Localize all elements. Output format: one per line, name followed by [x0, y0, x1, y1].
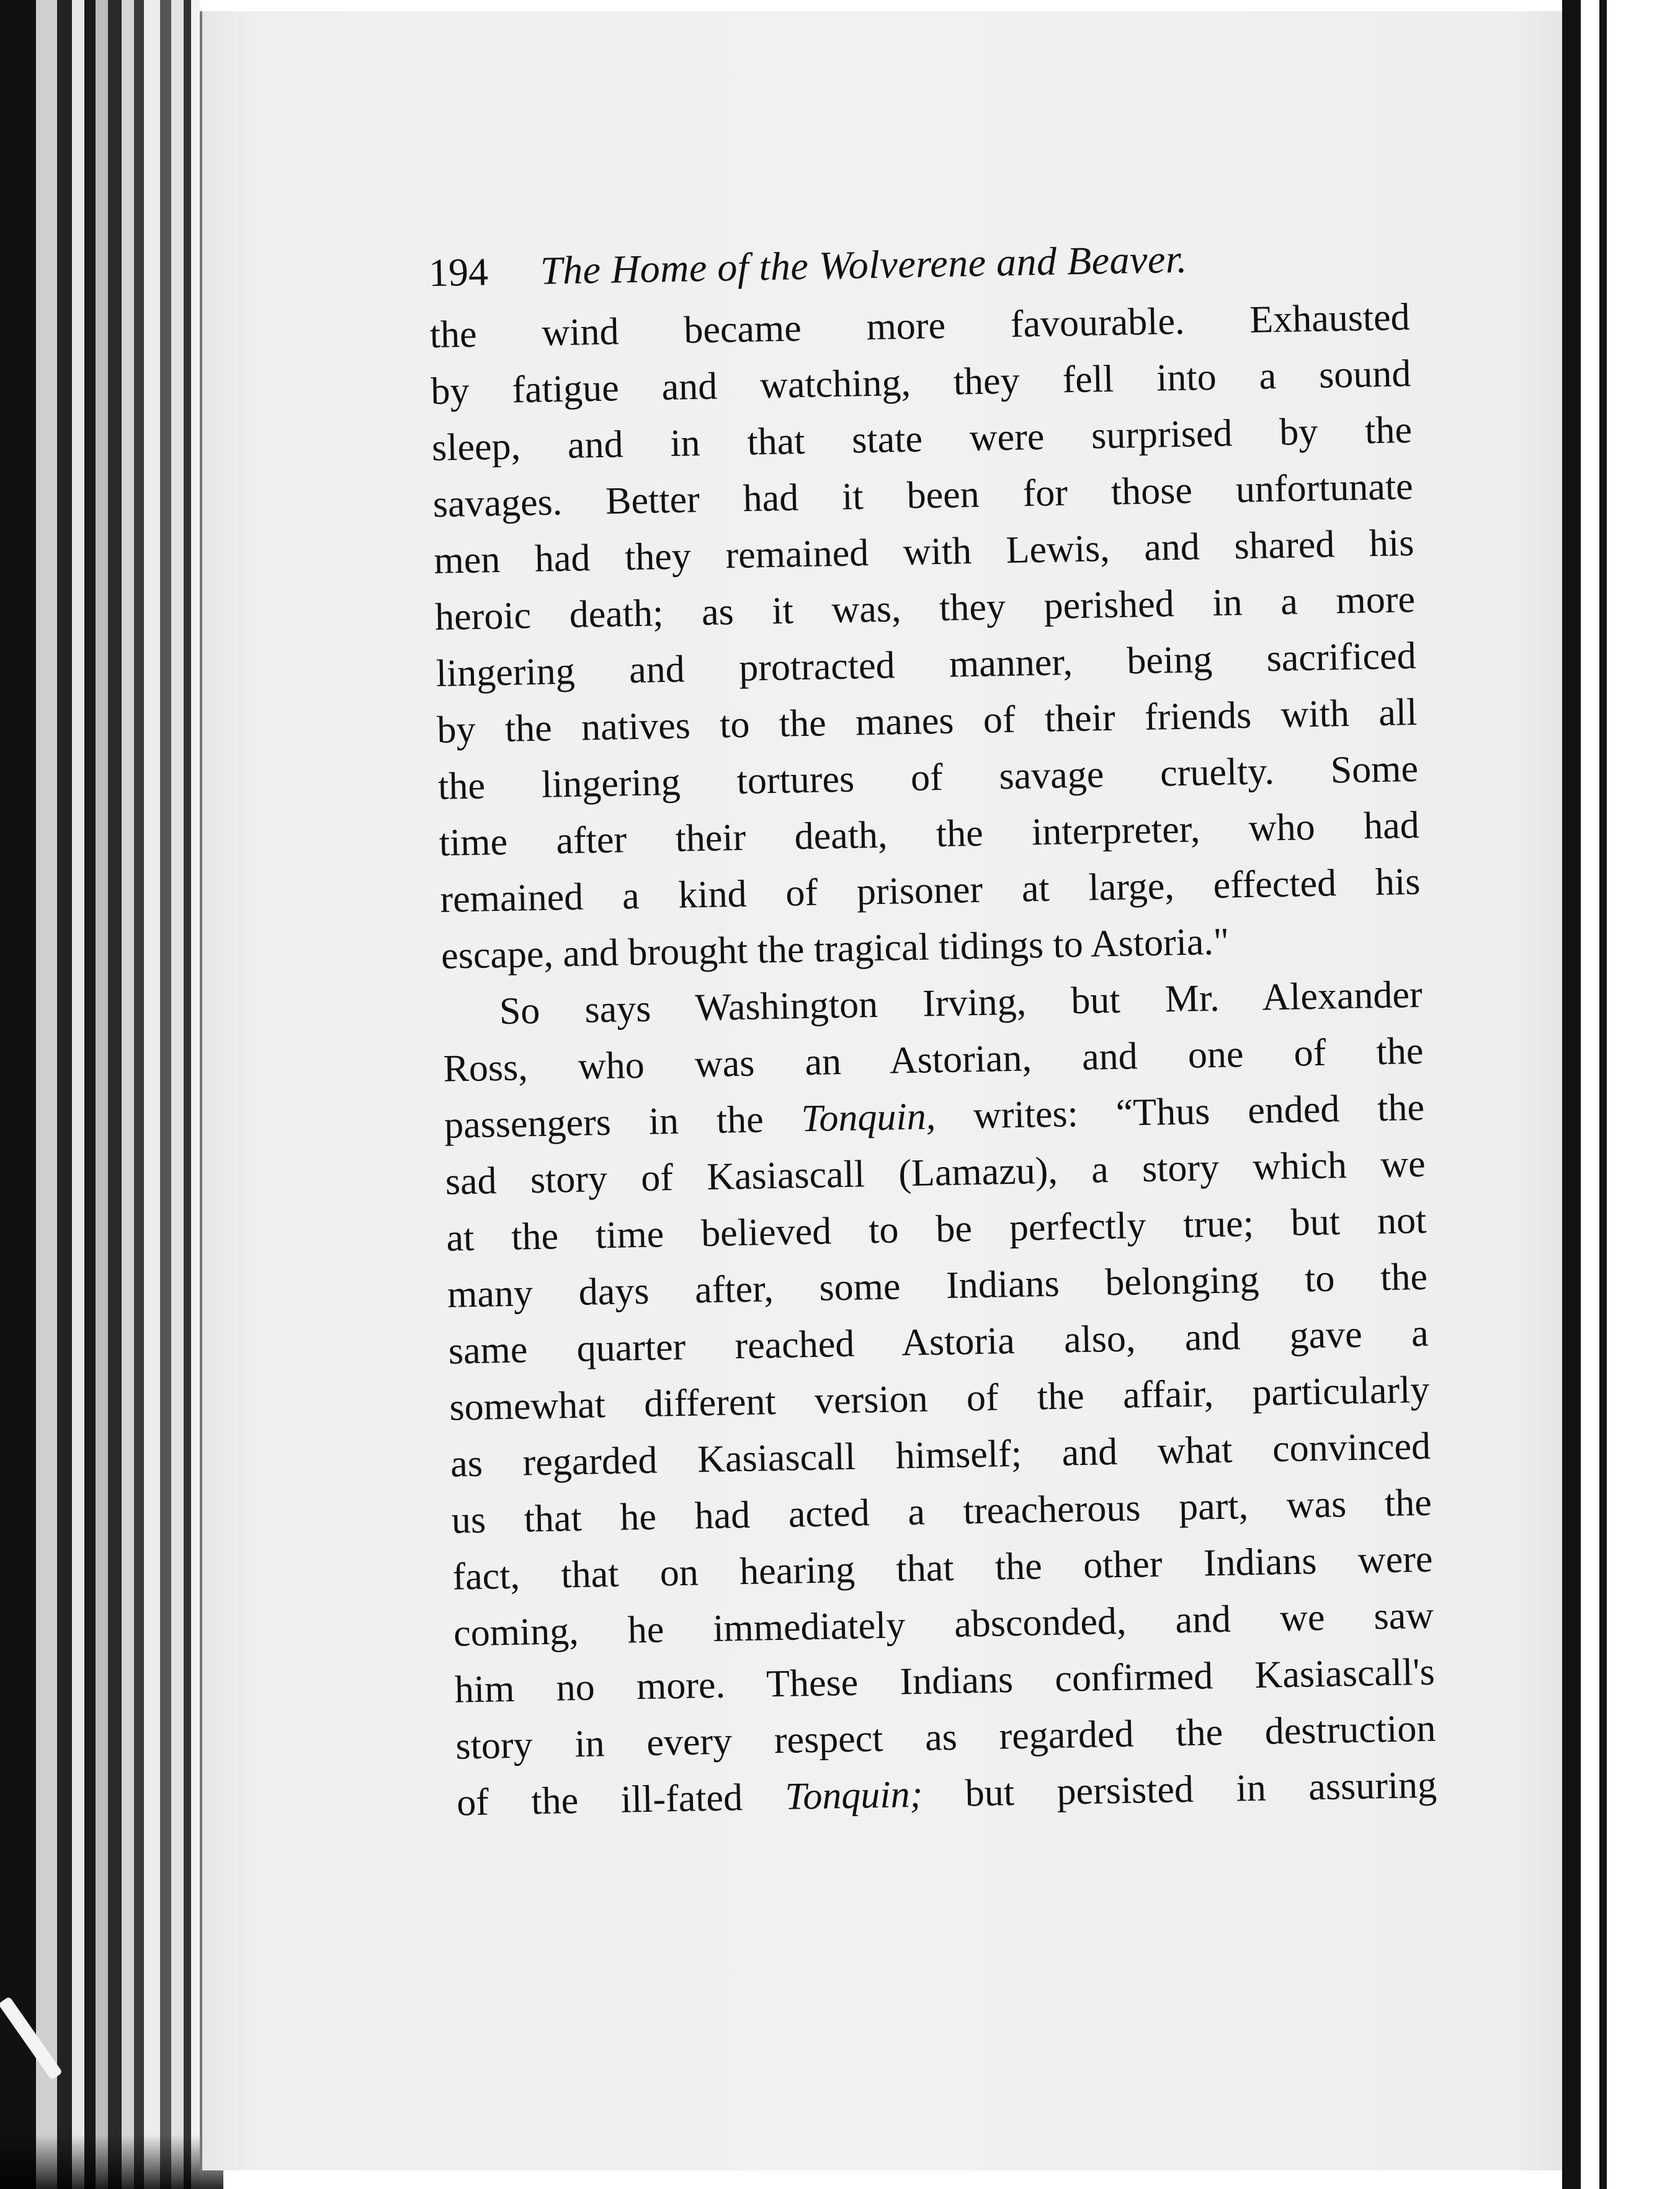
text-span: writes: “Thus ended the — [935, 1086, 1425, 1138]
text-line: by fatigue and watching, they fell into a sound — [430, 352, 1411, 413]
page-text-block — [428, 221, 1437, 1832]
text-line: by the natives to the manes of their friends with all — [436, 691, 1418, 751]
text-line: savages. Better had it been for those unfortunate — [432, 465, 1414, 526]
book-edge-strip — [122, 0, 134, 2189]
text-line: the lingering tortures of savage cruelty. Some — [437, 747, 1419, 808]
text-line: as regarded Kasiascall himself; and what convinced — [450, 1425, 1431, 1485]
text-line: at the time believed to be perfectly true; but not — [445, 1199, 1427, 1260]
page-number: 194 — [428, 249, 489, 295]
book-edge-strip — [108, 0, 122, 2189]
text-line: heroic death; as it was, they perished in a more — [434, 578, 1416, 638]
page-gutter-dark — [1562, 0, 1581, 2189]
text-line: lingering and protracted manner, being sacrificed — [436, 634, 1417, 695]
page-gutter-dark — [1599, 0, 1607, 2189]
book-edge-strip — [36, 0, 57, 2189]
book-edge-strip — [171, 0, 184, 2189]
scan-margin — [1607, 0, 1680, 2189]
text-line: us that he had acted a treacherous part, was the — [451, 1481, 1432, 1542]
text-line: story in every respect as regarded the destruction — [455, 1707, 1436, 1768]
text-line: men had they remained with Lewis, and shared his — [433, 521, 1414, 582]
text-line: remained a kind of prisoner at large, effected his — [439, 860, 1421, 921]
page-gutter-light — [1581, 0, 1599, 2189]
book-edge-strip — [134, 0, 144, 2189]
text-span: of the ill-fated — [456, 1775, 786, 1824]
book-edge-strip — [184, 0, 191, 2189]
book-edge-strip — [96, 0, 108, 2189]
book-edge-strip — [160, 0, 171, 2189]
text-line: sleep, and in that state were surprised by the — [431, 408, 1413, 469]
text-line: somewhat different version of the affair, particularly — [449, 1368, 1430, 1429]
book-edge-strip — [191, 0, 200, 2189]
scan-shadow — [0, 2134, 223, 2189]
ship-name-italic: Tonquin, — [800, 1095, 936, 1140]
book-edge-strip — [144, 0, 160, 2189]
text-line: Ross, who was an Astorian, and one of the — [442, 1029, 1424, 1090]
text-line: sad story of Kasiascall (Lamazu), a story which we — [445, 1142, 1426, 1203]
ship-name-italic: Tonquin; — [784, 1773, 923, 1818]
running-title: The Home of the Wolverene and Beaver. — [540, 236, 1188, 293]
book-edge-strip — [57, 0, 72, 2189]
book-edge-strip — [0, 0, 36, 2189]
text-line: coming, he immediately absconded, and we saw — [453, 1594, 1434, 1655]
text-line: same quarter reached Astoria also, and gave a — [448, 1312, 1429, 1372]
book-edge-strip — [84, 0, 96, 2189]
text-span: but persisted in assuring — [922, 1763, 1437, 1815]
text-line: many days after, some Indians belonging to the — [447, 1255, 1428, 1316]
text-line: the wind became more favourable. Exhausted — [429, 296, 1411, 356]
paragraph-end-line: escape, and brought the tragical tidings to Astoria." — [440, 920, 1230, 977]
paragraph-start-line: So says Washington Irving, but Mr. Alexander — [499, 973, 1423, 1033]
text-line: fact, that on hearing that the other Indians were — [452, 1538, 1433, 1598]
text-line: time after their death, the interpreter, who had — [439, 804, 1420, 864]
text-line: him no more. These Indians confirmed Kasiascall's — [454, 1650, 1436, 1711]
book-edge-strip — [72, 0, 84, 2189]
text-span: passengers in the — [444, 1098, 802, 1147]
